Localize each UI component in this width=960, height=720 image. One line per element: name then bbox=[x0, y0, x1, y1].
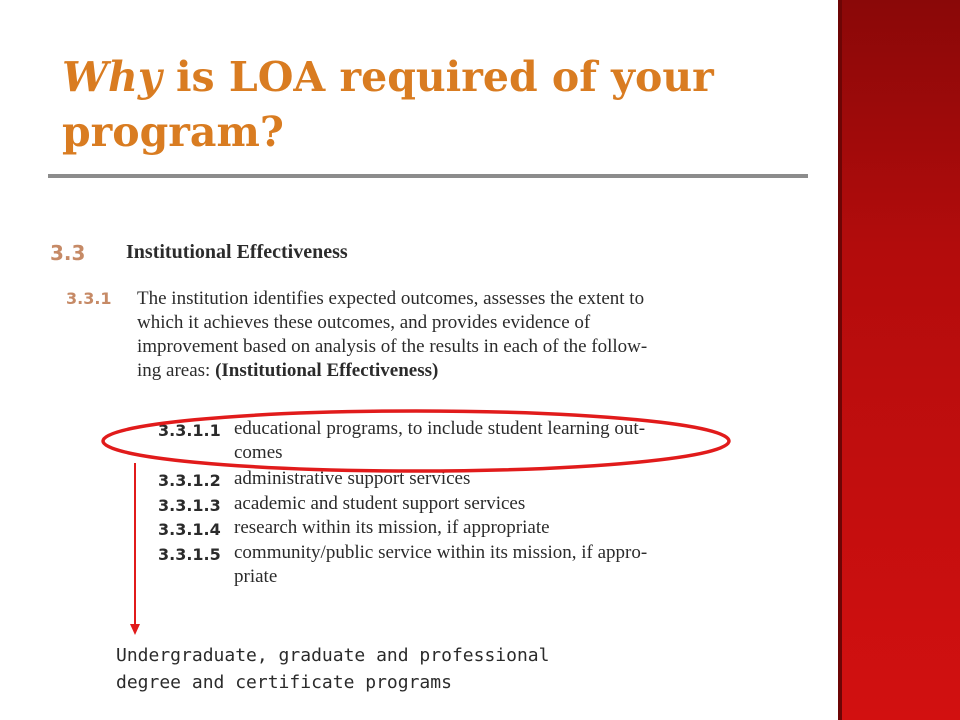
para-line-3: improvement based on analysis of the results in each of the follow- bbox=[137, 336, 648, 357]
item-text: academic and student support services bbox=[234, 493, 526, 514]
pointer-arrowhead bbox=[130, 624, 140, 635]
para-line-4: ing areas: bbox=[137, 360, 216, 381]
note-line2: degree and certificate programs bbox=[116, 672, 452, 693]
item-number: 3.3.1.2 bbox=[158, 471, 221, 490]
highlight-ellipse bbox=[103, 411, 729, 471]
item-text-line2: priate bbox=[234, 566, 278, 587]
item-number: 3.3.1.5 bbox=[158, 545, 221, 564]
annotation-note bbox=[116, 642, 636, 696]
para-line-4-bold: (Institutional Effectiveness) bbox=[215, 360, 439, 381]
item-number: 3.3.1.4 bbox=[158, 520, 221, 539]
para-line-2: which it achieves these outcomes, and provides evidence of bbox=[137, 312, 591, 333]
title-emphasis: Why bbox=[62, 53, 162, 101]
item-number: 3.3.1.3 bbox=[158, 496, 221, 515]
item-text-line1: educational programs, to include student learning out- bbox=[234, 418, 646, 439]
para-line-1: The institution identifies expected outcomes, assesses the extent to bbox=[137, 288, 645, 309]
title-line1: is LOA required of your bbox=[161, 53, 714, 101]
item-text-line1: community/public service within its mission, if appro- bbox=[234, 542, 648, 563]
section-number: 3.3 bbox=[50, 241, 86, 265]
note-line1: Undergraduate, graduate and professional bbox=[116, 645, 550, 666]
item-text-line2: comes bbox=[234, 442, 283, 463]
item-text: research within its mission, if appropriate bbox=[234, 517, 550, 538]
subsection-number: 3.3.1 bbox=[66, 289, 112, 308]
item-number: 3.3.1.1 bbox=[158, 421, 221, 440]
section-heading: Institutional Effectiveness bbox=[126, 241, 348, 263]
title-line2: program? bbox=[62, 108, 284, 156]
item-text: administrative support services bbox=[234, 468, 471, 489]
